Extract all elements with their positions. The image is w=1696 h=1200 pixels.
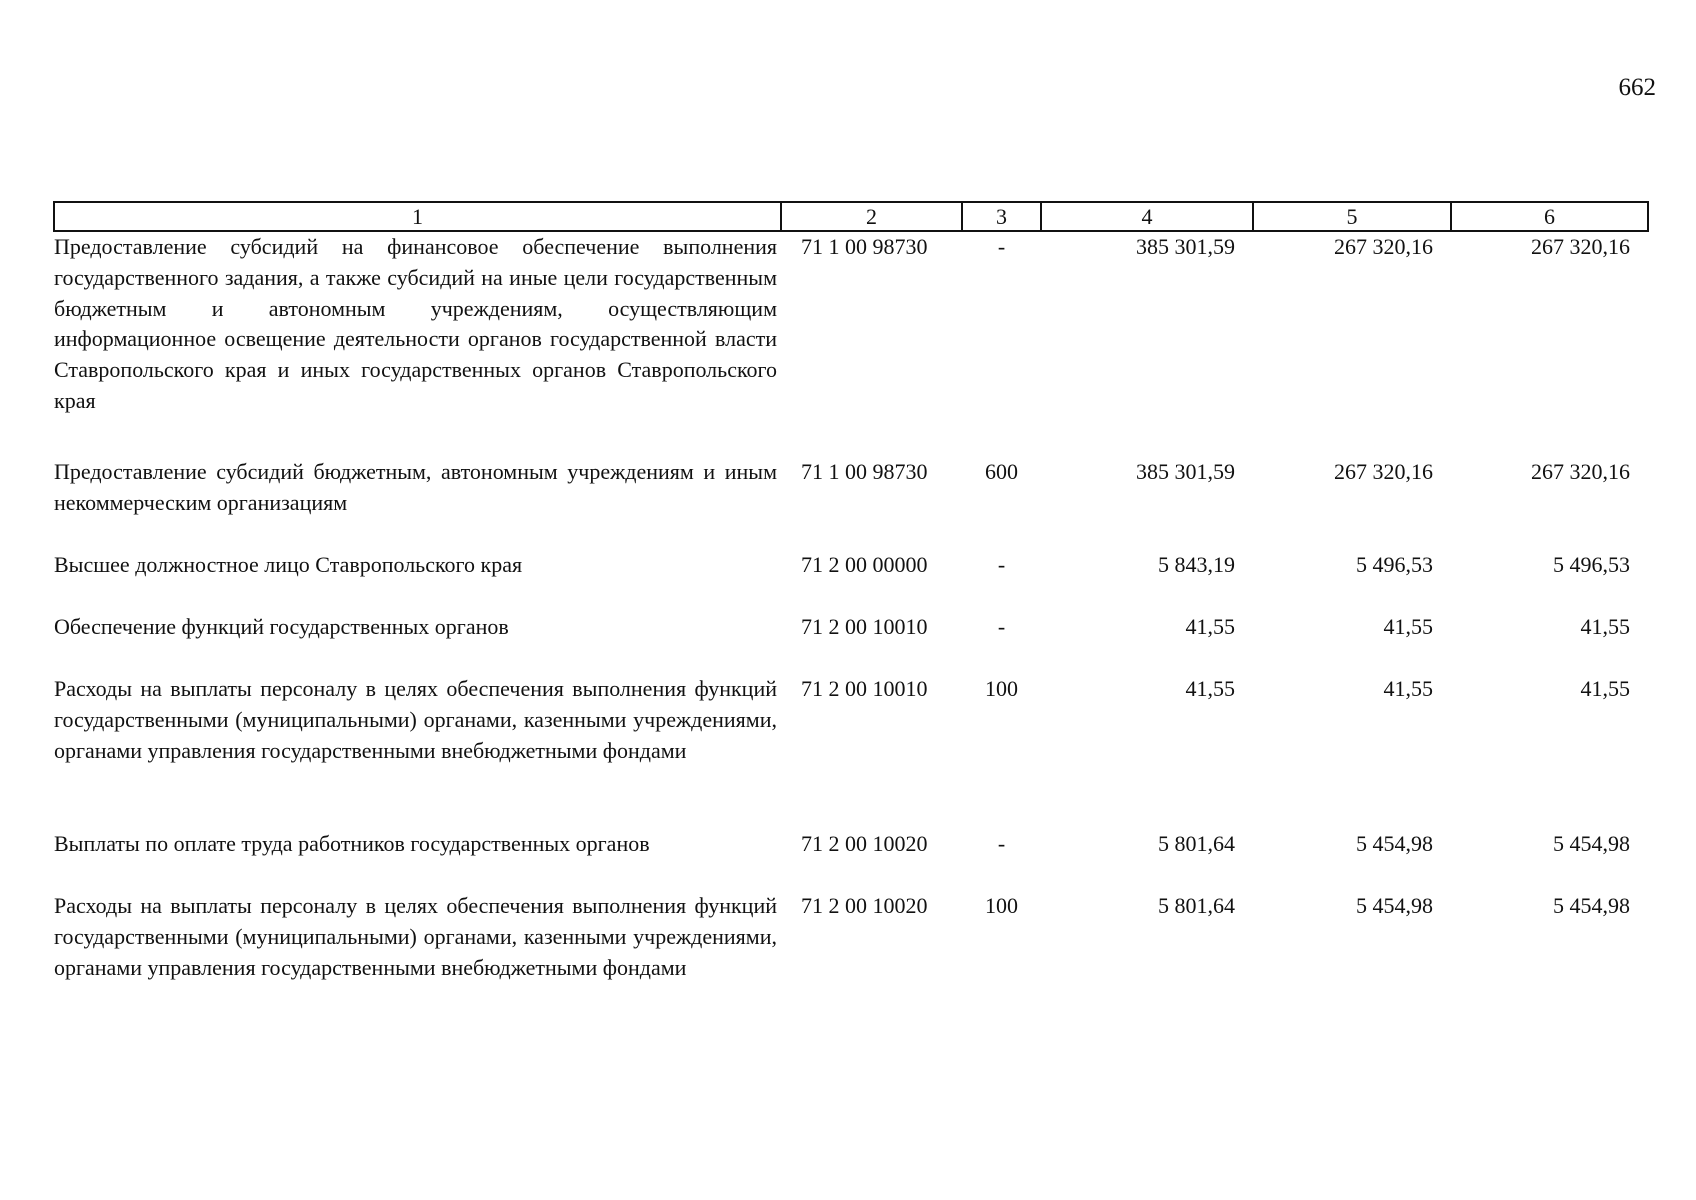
row-type: 100: [985, 676, 1018, 701]
row-type: -: [997, 614, 1006, 639]
row-value-6: 41,55: [1580, 676, 1630, 701]
column-header: 1: [54, 202, 781, 231]
table-row: [54, 674, 1648, 829]
row-code: 71 1 00 98730: [801, 459, 928, 484]
row-name: Обеспечение функций государственных органов: [54, 614, 509, 639]
row-type: 600: [985, 459, 1018, 484]
row-value-5: 267 320,16: [1334, 459, 1433, 484]
row-value-4: 385 301,59: [1136, 234, 1235, 259]
row-value-5: 41,55: [1383, 614, 1433, 639]
row-value-5: 41,55: [1383, 676, 1433, 701]
row-value-6: 41,55: [1580, 614, 1630, 639]
column-header: 6: [1451, 202, 1648, 231]
row-type: -: [997, 234, 1006, 259]
row-value-5: 5 454,98: [1356, 893, 1433, 918]
table-row: [54, 612, 1648, 674]
row-value-5: 267 320,16: [1334, 234, 1433, 259]
row-value-4: 385 301,59: [1136, 459, 1235, 484]
table-row: [54, 457, 1648, 550]
column-header: 4: [1041, 202, 1253, 231]
row-name: Предоставление субсидий на финансовое обеспечение выполнения государственного задания, а также субсидий на иные цели государственным бюджетным и автономным учреждениям, осуществляющим информационное освещение деятельности органов государственной власти Ставропольского края и иных государственных органов Ставропольского края: [54, 234, 777, 413]
row-value-6: 267 320,16: [1531, 234, 1630, 259]
row-type: -: [997, 552, 1006, 577]
row-value-4: 5 801,64: [1158, 893, 1235, 918]
row-value-5: 5 496,53: [1356, 552, 1433, 577]
row-code: 71 2 00 10010: [801, 614, 928, 639]
header-row: [54, 202, 1648, 231]
column-header: 5: [1253, 202, 1451, 231]
row-value-4: 41,55: [1185, 676, 1235, 701]
row-value-4: 5 843,19: [1158, 552, 1235, 577]
row-value-4: 5 801,64: [1158, 831, 1235, 856]
row-value-6: 5 454,98: [1553, 831, 1630, 856]
row-value-4: 41,55: [1185, 614, 1235, 639]
table-row: [54, 550, 1648, 612]
row-code: 71 2 00 10010: [801, 676, 928, 701]
row-name: Расходы на выплаты персоналу в целях обеспечения выполнения функций государственными (муниципальными) органами, казенными учреждениями, органами управления государственными внебюджетными фондами: [54, 676, 777, 763]
table-row: [54, 891, 1648, 1021]
row-type: 100: [985, 893, 1018, 918]
table-row: [54, 231, 1648, 457]
page-number: 662: [1618, 74, 1656, 101]
row-name: Высшее должностное лицо Ставропольского края: [54, 552, 523, 577]
row-name: Выплаты по оплате труда работников государственных органов: [54, 831, 650, 856]
budget-table: [53, 201, 1649, 1021]
row-code: 71 2 00 10020: [801, 831, 928, 856]
row-name: Расходы на выплаты персоналу в целях обеспечения выполнения функций государственными (муниципальными) органами, казенными учреждениями, органами управления государственными внебюджетными фондами: [54, 893, 777, 980]
row-type: -: [997, 831, 1006, 856]
row-name: Предоставление субсидий бюджетным, автономным учреждениям и иным некоммерческим организациям: [54, 459, 777, 515]
row-code: 71 2 00 00000: [801, 552, 928, 577]
row-value-6: 267 320,16: [1531, 459, 1630, 484]
column-header: 2: [781, 202, 962, 231]
row-code: 71 2 00 10020: [801, 893, 928, 918]
row-value-6: 5 496,53: [1553, 552, 1630, 577]
row-value-6: 5 454,98: [1553, 893, 1630, 918]
table-row: [54, 829, 1648, 891]
row-code: 71 1 00 98730: [801, 234, 928, 259]
column-header: 3: [962, 202, 1041, 231]
row-value-5: 5 454,98: [1356, 831, 1433, 856]
